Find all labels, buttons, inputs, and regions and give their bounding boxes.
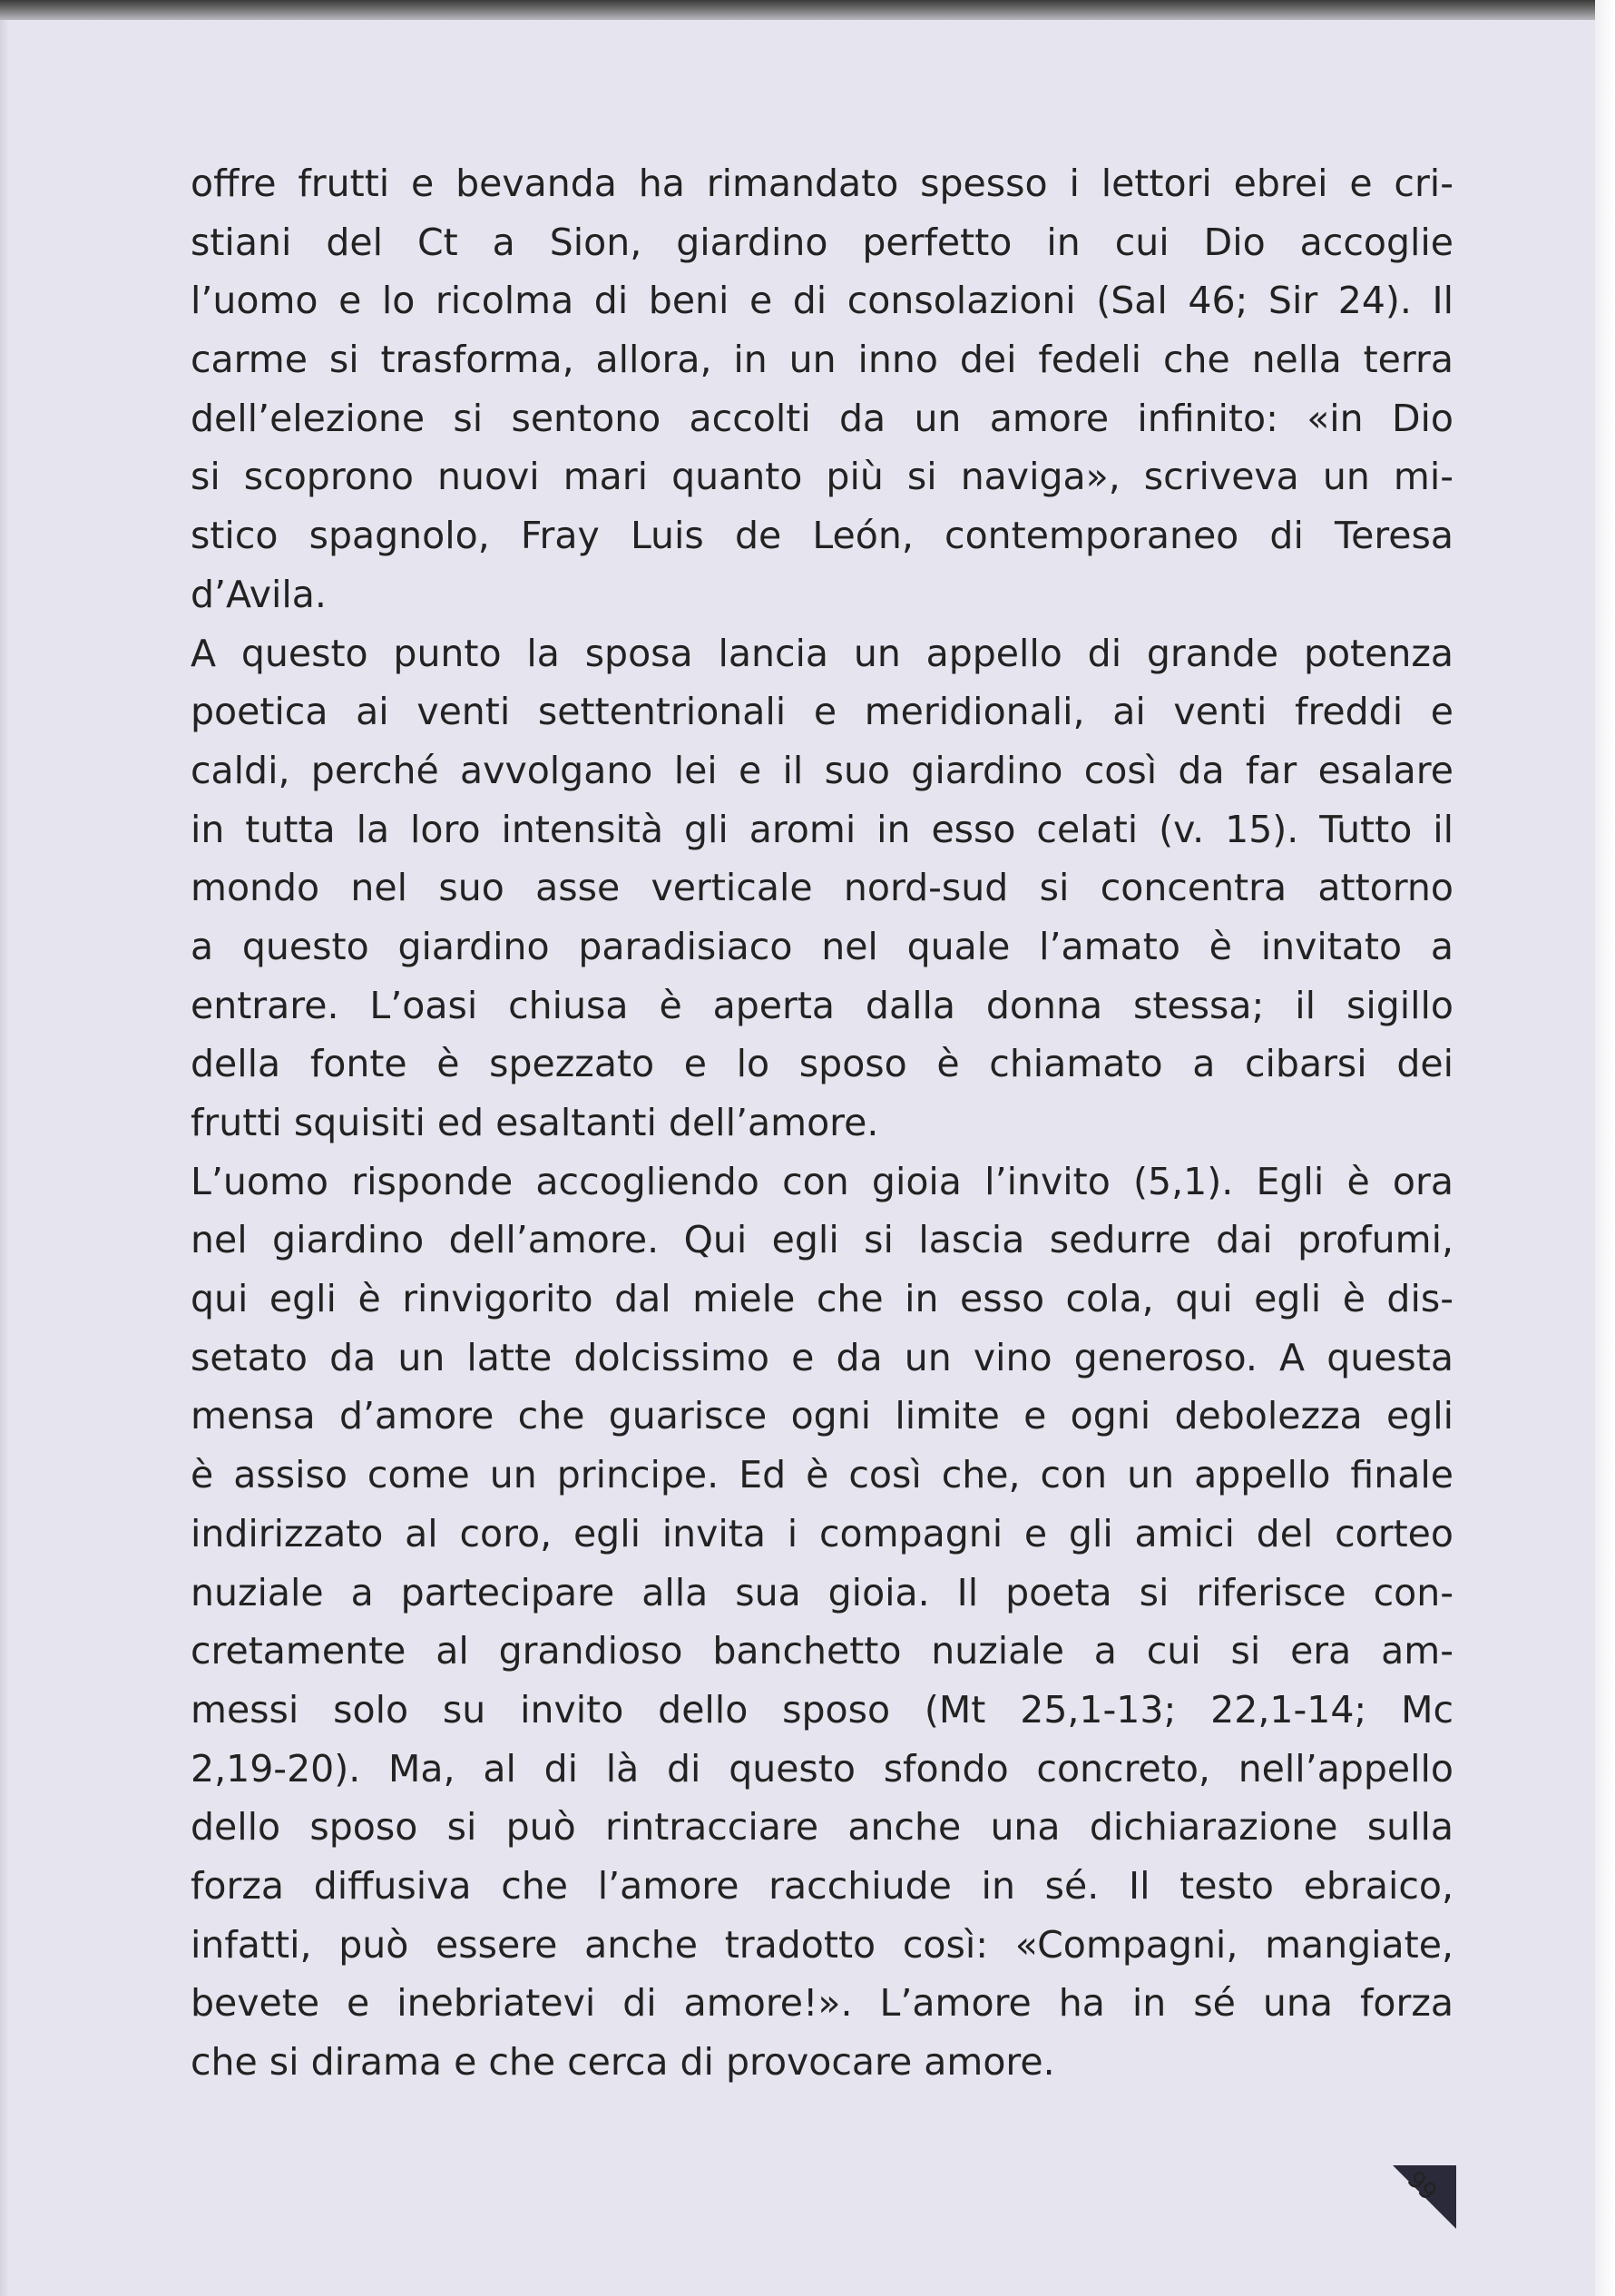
page-top-edge xyxy=(0,0,1597,20)
text-line: l’uomo e lo ricolma di beni e di consolazioni (Sal 46; Sir 24). Il xyxy=(191,279,1454,323)
text-line: stiani del Ct a Sion, giardino perfetto in cui Dio accoglie xyxy=(191,220,1454,264)
text-line: forza diffusiva che l’amore racchiude in sé. Il testo ebraico, xyxy=(191,1863,1454,1908)
text-line: A questo punto la sposa lancia un appello di grande potenza xyxy=(191,631,1454,675)
text-line: dello sposo si può rintracciare anche una dichiarazione sulla xyxy=(191,1805,1454,1850)
text-line: a questo giardino paradisiaco nel quale l’amato è invitato a xyxy=(191,924,1454,968)
text-line: bevete e inebriatevi di amore!». L’amore ha in sé una forza xyxy=(191,1981,1454,2026)
text-line: indirizzato al coro, egli invita i compagni e gli amici del corteo xyxy=(191,1511,1454,1555)
text-line: caldi, perché avvolgano lei e il suo giardino così da far esalare xyxy=(191,748,1454,792)
text-line: mondo nel suo asse verticale nord-sud si concentra attorno xyxy=(191,866,1454,910)
body-text xyxy=(191,154,1454,2092)
text-line: infatti, può essere anche tradotto così: «Compagni, mangiate, xyxy=(191,1922,1454,1967)
text-line: carme si trasforma, allora, in un inno dei fedeli che nella terra xyxy=(191,338,1454,382)
text-line: offre frutti e bevanda ha rimandato spesso i lettori ebrei e cri- xyxy=(191,162,1454,205)
page-number: 99 xyxy=(1401,2165,1443,2207)
text-line: nuziale a partecipare alla sua gioia. Il poeta si riferisce con- xyxy=(191,1570,1454,1614)
text-line: poetica ai venti settentrionali e meridionali, ai venti freddi e xyxy=(191,690,1454,734)
page-left-edge xyxy=(0,20,9,2296)
text-line: d’Avila. xyxy=(191,572,327,616)
text-line: L’uomo risponde accogliendo con gioia l’invito (5,1). Egli è ora xyxy=(191,1159,1454,1203)
text-line: nel giardino dell’amore. Qui egli si lascia sedurre dai profumi, xyxy=(191,1218,1454,1262)
text-line: messi solo su invito dello sposo (Mt 25,1-13; 22,1-14; Mc xyxy=(191,1687,1454,1732)
text-line: in tutta la loro intensità gli aromi in esso celati (v. 15). Tutto il xyxy=(191,807,1454,851)
text-line: qui egli è rinvigorito dal miele che in esso cola, qui egli è dis- xyxy=(191,1277,1454,1321)
text-line: frutti squisiti ed esaltanti dell’amore. xyxy=(191,1101,879,1144)
text-line: cretamente al grandioso banchetto nuziale a cui si era am- xyxy=(191,1629,1454,1673)
text-line: entrare. L’oasi chiusa è aperta dalla donna stessa; il sigillo xyxy=(191,983,1454,1027)
text-line: stico spagnolo, Fray Luis de León, contemporaneo di Teresa xyxy=(191,514,1454,558)
text-line: setato da un latte dolcissimo e da un vino generoso. A questa xyxy=(191,1335,1454,1379)
text-line: della fonte è spezzato e lo sposo è chiamato a cibarsi dei xyxy=(191,1042,1454,1086)
text-line: si scoprono nuovi mari quanto più si naviga», scriveva un mi- xyxy=(191,455,1454,499)
text-line: è assiso come un principe. Ed è così che, con un appello finale xyxy=(191,1453,1454,1497)
text-line: mensa d’amore che guarisce ogni limite e ogni debolezza egli xyxy=(191,1394,1454,1438)
text-line: che si dirama e che cerca di provocare amore. xyxy=(191,2040,1055,2084)
text-line: dell’elezione si sentono accolti da un amore infinito: «in Dio xyxy=(191,396,1454,440)
text-line: 2,19-20). Ma, al di là di questo sfondo concreto, nell’appello xyxy=(191,1746,1454,1791)
page-right-edge xyxy=(1595,0,1615,2296)
